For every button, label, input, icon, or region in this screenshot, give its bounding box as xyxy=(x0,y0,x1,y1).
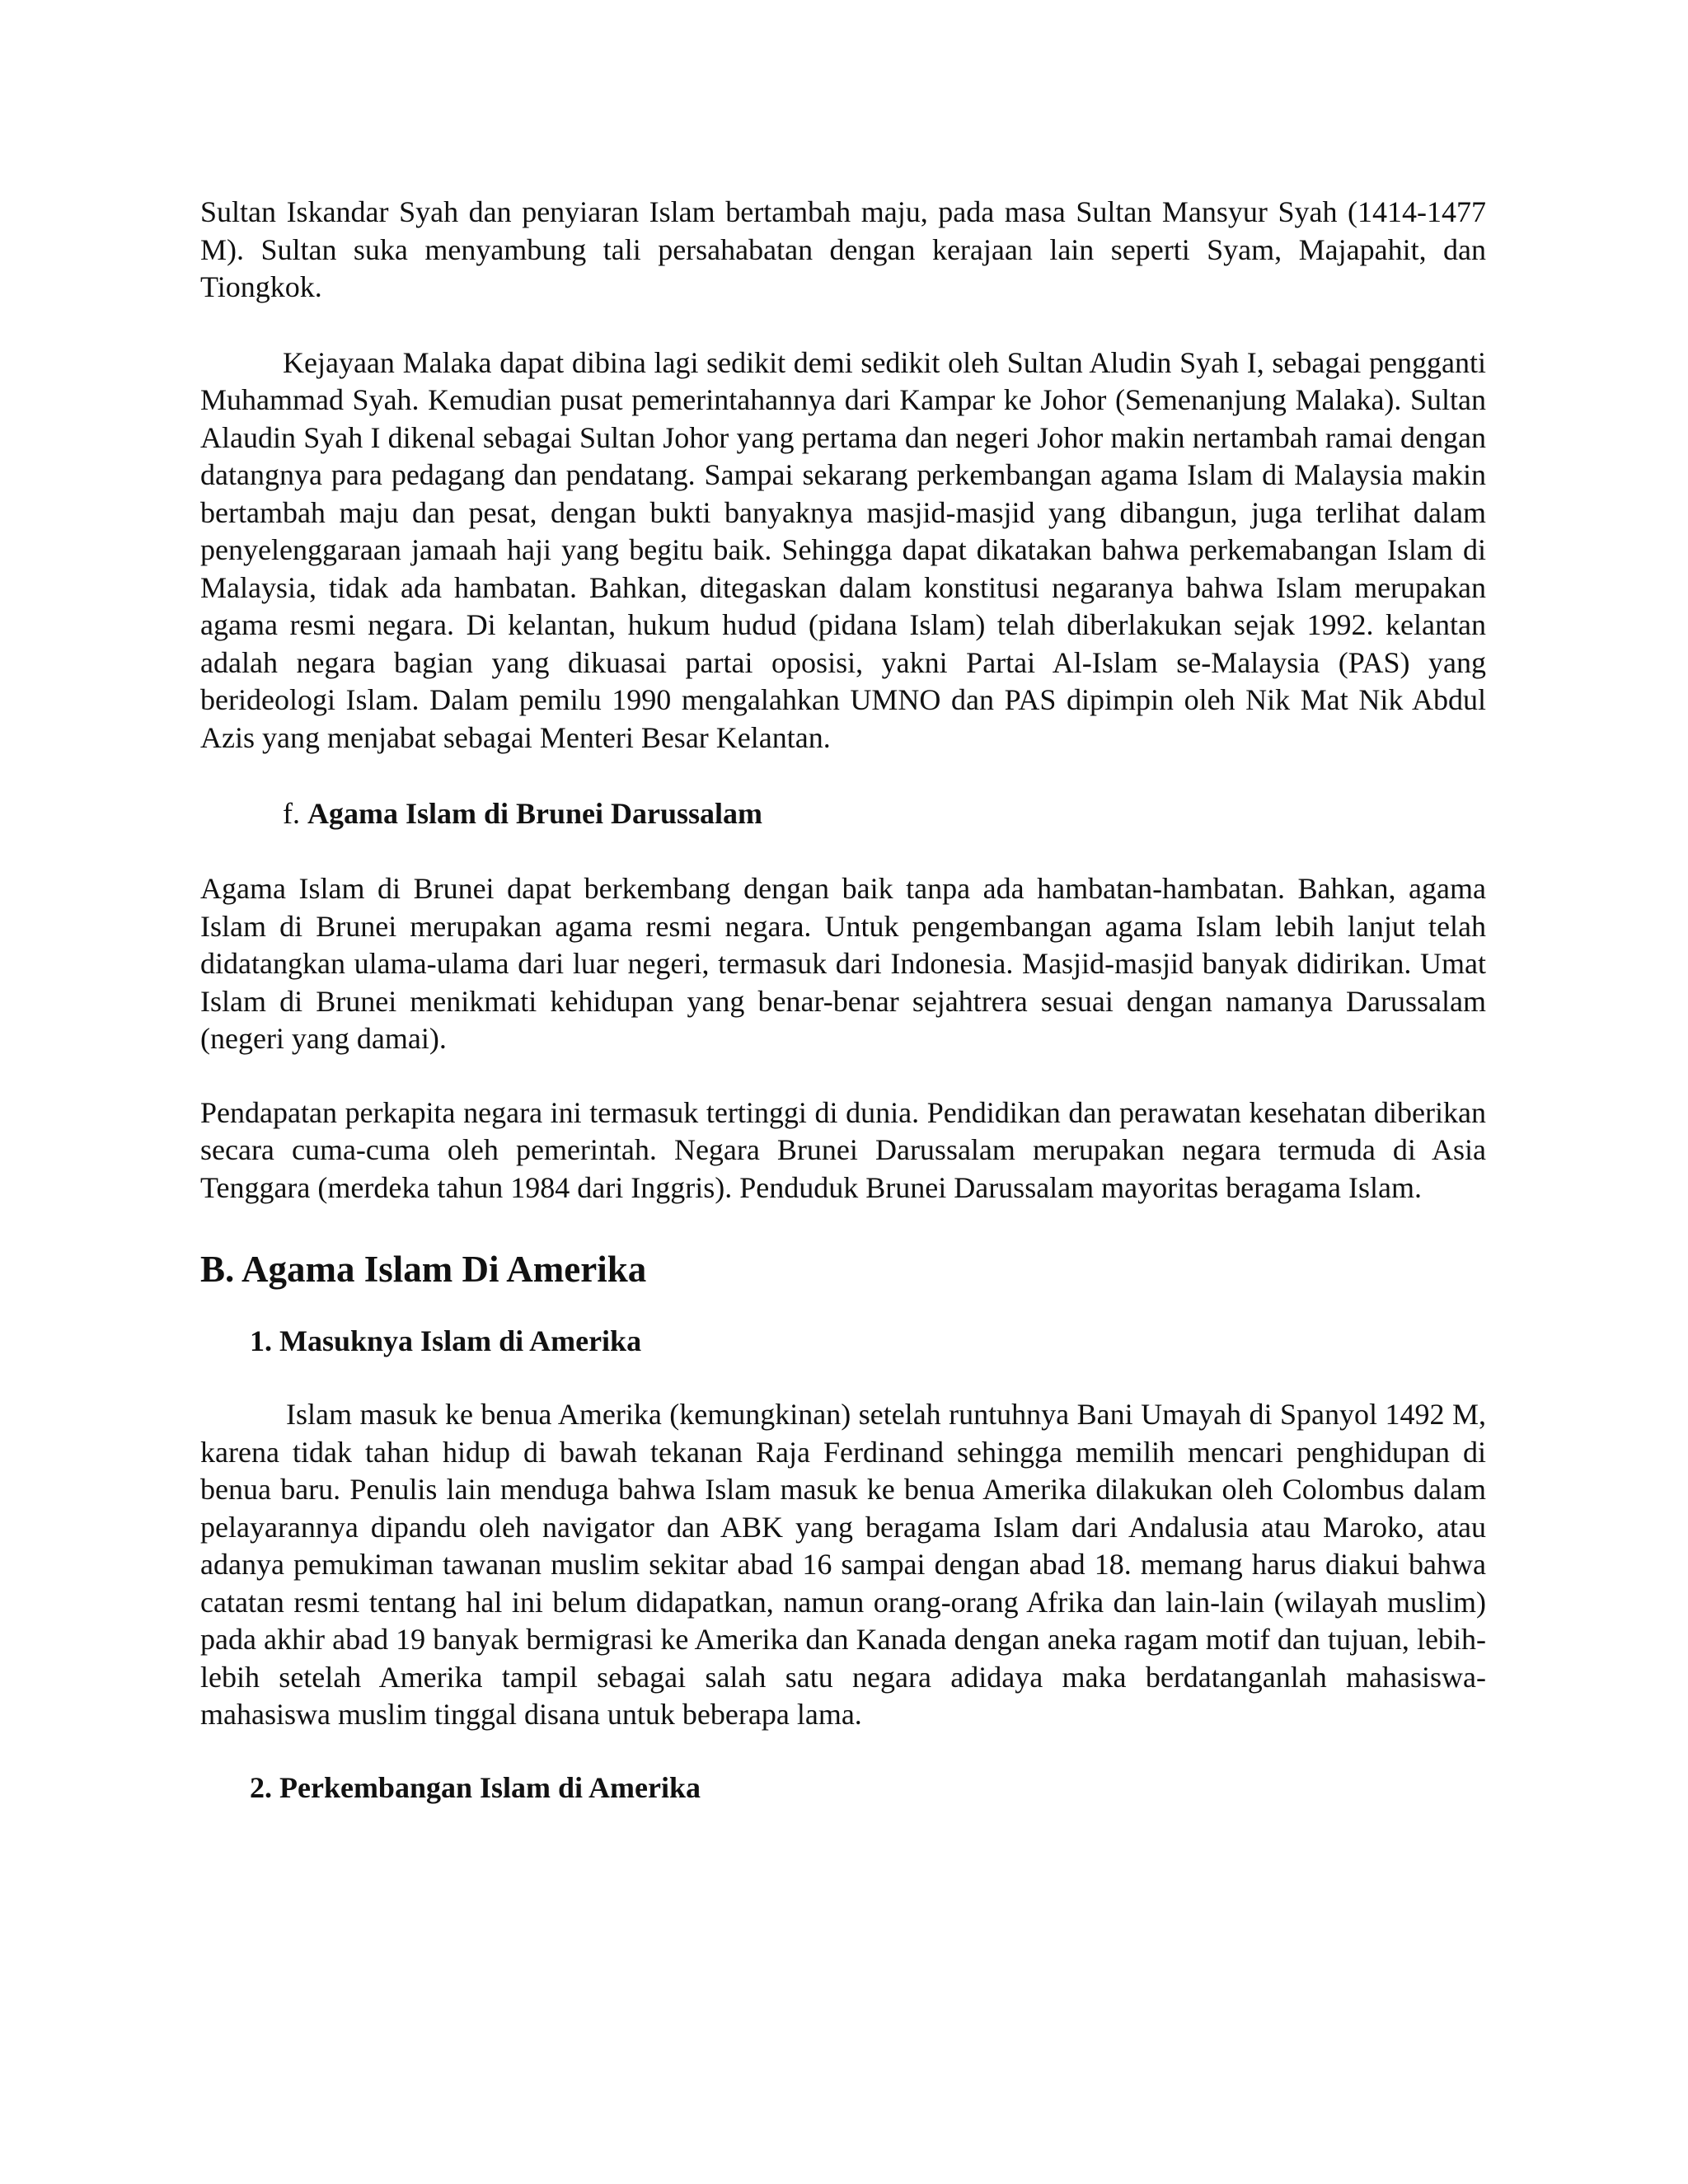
document-body xyxy=(200,194,1486,1807)
subheading-brunei xyxy=(200,794,1486,832)
paragraph-brunei-islam: Agama Islam di Brunei dapat berkembang dengan baik tanpa ada hambatan-hambatan. Bahkan, agama Islam di Brunei merupakan agama resmi negara. Untuk pengembangan agama Islam lebih lanjut telah didatangkan ulama-ulama dari luar negeri, termasuk dari Indonesia. Masjid-masjid banyak didirikan. Umat Islam di Brunei menikmati kehidupan yang benar-benar sejahtrera sesuai dengan namanya Darussalam (negeri yang damai). xyxy=(200,872,1486,1055)
subheading-perkembangan-islam: 2. Perkembangan Islam di Amerika xyxy=(250,1770,701,1804)
subheading-title: Agama Islam di Brunei Darussalam xyxy=(307,797,763,830)
subheading-marker: f. xyxy=(283,797,300,830)
paragraph-brunei-income: Pendapatan perkapita negara ini termasuk tertinggi di dunia. Pendidikan dan perawatan kesehatan diberikan secara cuma-cuma oleh pemerintah. Negara Brunei Darussalam merupakan negara termuda di Asia Tenggara (merdeka tahun 1984 dari Inggris). Penduduk Brunei Darussalam mayoritas beragama Islam. xyxy=(200,1095,1486,1204)
paragraph-islam-masuk-amerika: Islam masuk ke benua Amerika (kemungkinan) setelah runtuhnya Bani Umayah di Spanyol 1492 M, karena tidak tahan hidup di bawah tekanan Raja Ferdinand sehingga memilih mencari penghidupan di benua baru. Penulis lain menduga bahwa Islam masuk ke benua Amerika dilakukan oleh Colombus dalam pelayarannya dipandu oleh navigator dan ABK yang beragama Islam dari Andalusia atau Maroko, atau adanya pemukiman tawanan muslim sekitar abad 16 sampai dengan abad 18. memang harus diakui bahwa catatan resmi tentang hal ini belum didapatkan, namun orang-orang Afrika dan lain-lain (wilayah muslim) pada akhir abad 19 banyak bermigrasi ke Amerika dan Kanada dengan aneka ragam motif dan tujuan, lebih-lebih setelah Amerika tampil sebagai salah satu negara adidaya maka berdatanganlah mahasiswa-mahasiswa muslim tinggal disana untuk beberapa lama. xyxy=(200,1398,1486,1731)
paragraph-sultan-iskandar: Sultan Iskandar Syah dan penyiaran Islam bertambah maju, pada masa Sultan Mansyur Syah (1414-1477 M). Sultan suka menyambung tali persahabatan dengan kerajaan lain seperti Syam, Majapahit, dan Tiongkok. xyxy=(200,195,1486,303)
section-heading-amerika: B. Agama Islam Di Amerika xyxy=(200,1249,647,1290)
paragraph-kejayaan-malaka: Kejayaan Malaka dapat dibina lagi sedikit demi sedikit oleh Sultan Aludin Syah I, sebagai pengganti Muhammad Syah. Kemudian pusat pemerintahannya dari Kampar ke Johor (Semenanjung Malaka). Sultan Alaudin Syah I dikenal sebagai Sultan Johor yang pertama dan negeri Johor makin nertambah ramai dengan datangnya para pedagang dan pendatang. Sampai sekarang perkembangan agama Islam di Malaysia makin bertambah maju dan pesat, dengan bukti banyaknya masjid-masjid yang dibangun, juga terlihat dalam penyelenggaraan jamaah haji yang begitu baik. Sehingga dapat dikatakan bahwa perkemabangan Islam di Malaysia, tidak ada hambatan. Bahkan, ditegaskan dalam konstitusi negaranya bahwa Islam merupakan agama resmi negara. Di kelantan, hukum hudud (pidana Islam) telah diberlakukan sejak 1992. kelantan adalah negara bagian yang dikuasai partai oposisi, yakni Partai Al-Islam se-Malaysia (PAS) yang berideologi Islam. Dalam pemilu 1990 mengalahkan UMNO dan PAS dipimpin oleh Nik Mat Nik Abdul Azis yang menjabat sebagai Menteri Besar Kelantan. xyxy=(200,345,1486,754)
subheading-masuknya-islam: 1. Masuknya Islam di Amerika xyxy=(250,1324,642,1357)
